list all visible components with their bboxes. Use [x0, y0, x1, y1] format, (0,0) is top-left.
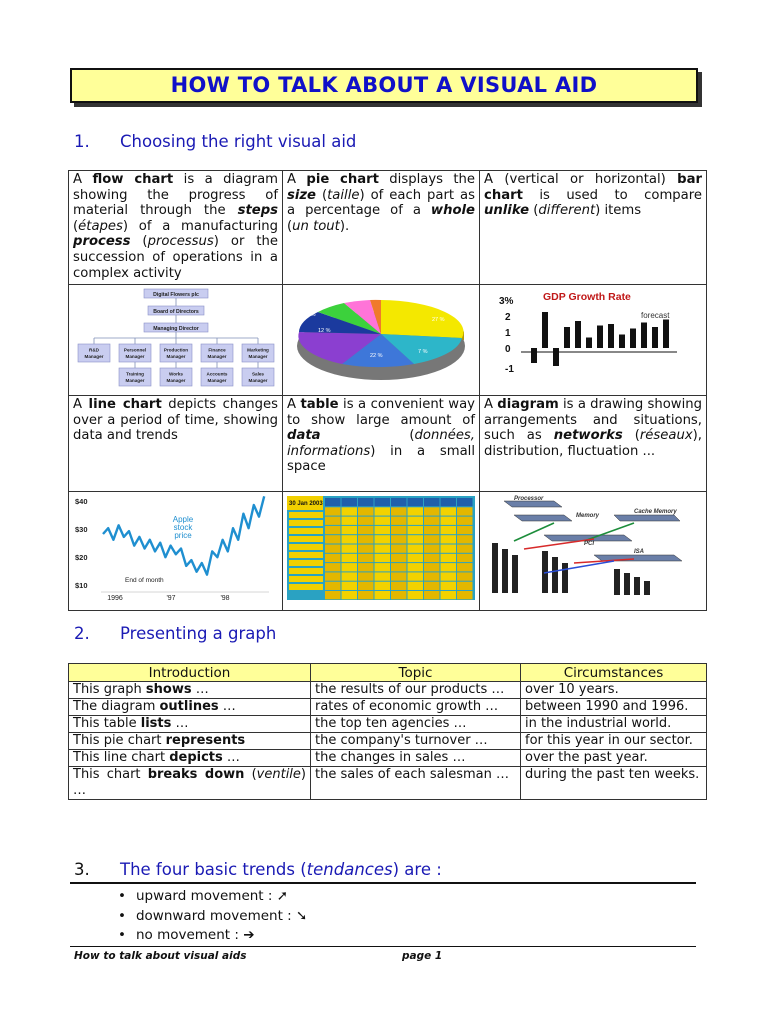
trend-item: • upward movement : ➚ — [118, 887, 307, 907]
pie-slice-label: 12 % — [318, 327, 331, 334]
table-image — [283, 492, 480, 611]
pie-slice-label: 1 % — [306, 311, 316, 318]
table-image-cell — [424, 572, 440, 580]
intro-cell: This graph shows … — [69, 682, 311, 699]
gdp-bar — [641, 322, 647, 348]
flow-manager-label: Manager — [248, 353, 267, 359]
table-image-cell — [358, 572, 374, 580]
flow-sub-label: Manager — [248, 377, 267, 383]
table-image-cell — [391, 516, 407, 524]
bar-chart-definition: A (vertical or horizontal) bar chart is used to compare unlike (different) items — [480, 171, 707, 285]
table-image-cell — [325, 535, 341, 543]
pie-slice-label: 27 % — [432, 316, 445, 323]
presenting-graph-table — [68, 663, 707, 800]
table-image-cell — [408, 572, 424, 580]
bar-y-tick: 2 — [505, 311, 511, 323]
table-image-cell — [391, 563, 407, 571]
table-image-cell — [457, 563, 473, 571]
table-image-cell — [325, 498, 341, 506]
table-image-cell — [391, 535, 407, 543]
trend-arrow-icon: ➚ — [276, 888, 289, 904]
flow-sub-label: Manager — [166, 377, 185, 383]
table-image-cell — [457, 544, 473, 552]
table-image-cell — [391, 498, 407, 506]
presenting-header: Topic — [311, 664, 521, 682]
line-legend: stock — [173, 522, 192, 532]
table-image-cell — [375, 554, 391, 562]
table-image-cell — [375, 516, 391, 524]
intro-cell: This line chart depicts … — [69, 750, 311, 767]
presenting-header: Introduction — [69, 664, 311, 682]
pie-slice-label: 8 % — [394, 294, 404, 301]
table-image-cell — [358, 498, 374, 506]
table-image-cell — [375, 591, 391, 599]
gdp-bar — [575, 321, 581, 348]
line-y-tick: $20 — [74, 552, 88, 562]
gdp-bar — [663, 319, 669, 348]
diagram-label: Processor — [514, 495, 544, 502]
presenting-row — [69, 733, 707, 750]
line-x-tick: '98 — [219, 594, 230, 602]
table-image-cell — [391, 526, 407, 534]
table-image-cell — [358, 507, 374, 515]
circumstances-cell: between 1990 and 1996. — [521, 699, 707, 716]
bar-chart-image — [480, 285, 707, 396]
footer-title: How to talk about visual aids — [74, 950, 247, 962]
flow-manager-label: Manager — [166, 353, 185, 359]
table-image-row-label — [289, 512, 323, 518]
line-legend: Apple — [172, 514, 193, 524]
table-image-cell — [424, 554, 440, 562]
table-image-cell — [408, 526, 424, 534]
table-image-cell — [424, 563, 440, 571]
table-image-cell — [358, 544, 374, 552]
pie-chart-definition: A pie chart displays the size (taille) of each part as a percentage of a whole (un tout). — [283, 171, 480, 285]
trend-list — [118, 887, 307, 946]
table-image-cell — [375, 572, 391, 580]
table-image-cell — [424, 544, 440, 552]
table-image-cell — [408, 498, 424, 506]
table-image-cell — [457, 581, 473, 589]
pie-slice-label: 22 % — [370, 352, 383, 359]
table-image-date: 30 Jan 2003 — [289, 500, 323, 507]
diagram-label: Memory — [576, 512, 600, 519]
table-image-cell — [375, 507, 391, 515]
flow-manager-label: Marketing — [246, 347, 269, 353]
line-x-tick: '97 — [165, 594, 176, 602]
table-image-cell — [457, 554, 473, 562]
table-image-cell — [457, 526, 473, 534]
presenting-row — [69, 699, 707, 716]
table-image-cell — [358, 581, 374, 589]
gdp-bar — [597, 325, 603, 348]
table-image-cell — [325, 507, 341, 515]
table-image-cell — [457, 498, 473, 506]
gdp-bar — [619, 334, 625, 348]
gdp-bar — [608, 324, 614, 348]
table-image-cell — [424, 507, 440, 515]
footer-rule — [70, 946, 696, 947]
table-image-cell — [342, 591, 358, 599]
table-image-cell — [441, 535, 457, 543]
table-image-cell — [342, 526, 358, 534]
gdp-bar — [564, 327, 570, 348]
table-image-cell — [375, 498, 391, 506]
gdp-bar — [630, 328, 636, 348]
table-image-cell — [342, 544, 358, 552]
table-image-row-label — [289, 576, 323, 582]
bar-y-tick: -1 — [505, 363, 514, 375]
table-image-cell — [342, 507, 358, 515]
table-image-row-label — [289, 560, 323, 566]
table-image-cell — [325, 554, 341, 562]
table-image-cell — [408, 563, 424, 571]
topic-cell: the results of our products … — [311, 682, 521, 699]
table-image-cell — [358, 554, 374, 562]
table-image-cell — [391, 544, 407, 552]
presenting-row — [69, 767, 707, 800]
table-image-cell — [408, 554, 424, 562]
table-image-cell — [457, 516, 473, 524]
table-image-cell — [325, 526, 341, 534]
pie-slice-label: 7 % — [418, 348, 428, 355]
table-image-row-label — [289, 520, 323, 526]
flow-top-label: Digital Flowers plc — [152, 291, 199, 298]
table-image-cell — [325, 572, 341, 580]
line-y-tick: $40 — [74, 496, 88, 506]
topic-cell: the changes in sales … — [311, 750, 521, 767]
table-image-cell — [441, 591, 457, 599]
table-image-cell — [342, 516, 358, 524]
table-image-cell — [391, 554, 407, 562]
table-image-cell — [325, 544, 341, 552]
table-image-row-label — [289, 568, 323, 574]
line-chart-image — [69, 492, 283, 611]
bar-y-tick: 0 — [505, 343, 511, 355]
section-2-heading: 2. Presenting a graph — [74, 624, 277, 643]
table-image-cell — [424, 526, 440, 534]
page-title: HOW TO TALK ABOUT A VISUAL AID — [70, 68, 698, 103]
circumstances-cell: during the past ten weeks. — [521, 767, 707, 800]
trend-arrow-icon: ➔ — [243, 927, 255, 943]
circumstances-cell: over the past year. — [521, 750, 707, 767]
line-legend: price — [173, 530, 192, 540]
table-image-cell — [408, 591, 424, 599]
gdp-bar — [652, 327, 658, 348]
table-image-cell — [408, 544, 424, 552]
line-x-tick: 1996 — [106, 594, 123, 602]
table-image-cell — [375, 563, 391, 571]
bar-y-tick: 1 — [505, 327, 511, 339]
table-image-cell — [441, 544, 457, 552]
table-image-cell — [375, 581, 391, 589]
presenting-row — [69, 682, 707, 699]
table-image-cell — [441, 581, 457, 589]
table-image-cell — [342, 498, 358, 506]
table-image-cell — [424, 535, 440, 543]
table-image-row-label — [289, 536, 323, 542]
line-chart-definition: A line chart depicts changes over a period of time, showing data and trends — [69, 396, 283, 492]
table-image-row-label — [289, 544, 323, 550]
table-image-cell — [358, 516, 374, 524]
table-image-cell — [424, 581, 440, 589]
table-image-cell — [424, 591, 440, 599]
flow-sub-label: Training — [125, 371, 144, 377]
section-3-heading: 3. The four basic trends (tendances) are : — [74, 860, 442, 879]
flow-manager-label: R&D — [88, 347, 99, 353]
table-image-cell — [375, 535, 391, 543]
table-image-cell — [375, 544, 391, 552]
topic-cell: the top ten agencies … — [311, 716, 521, 733]
table-image-cell — [391, 572, 407, 580]
table-image-cell — [375, 526, 391, 534]
table-image-cell — [391, 581, 407, 589]
presenting-row — [69, 750, 707, 767]
topic-cell: the sales of each salesman … — [311, 767, 521, 800]
pie-slice-label: 3 % — [380, 292, 390, 299]
table-image-cell — [408, 535, 424, 543]
presenting-header: Circumstances — [521, 664, 707, 682]
flow-board-label: Board of Directors — [152, 308, 199, 315]
section-3-rule — [70, 882, 696, 884]
table-image-cell — [342, 581, 358, 589]
table-image-cell — [457, 507, 473, 515]
table-image-cell — [408, 581, 424, 589]
flow-md-label: Managing Director — [152, 325, 199, 332]
flow-sub-label: Manager — [125, 377, 144, 383]
flow-manager-label: Production — [163, 347, 188, 353]
table-image-cell — [457, 535, 473, 543]
table-image-cell — [342, 535, 358, 543]
table-image-cell — [358, 535, 374, 543]
table-image-cell — [358, 526, 374, 534]
table-image-cell — [325, 591, 341, 599]
circumstances-cell: for this year in our sector. — [521, 733, 707, 750]
line-note: End of month — [124, 576, 164, 584]
table-image-cell — [457, 591, 473, 599]
flow-chart-image — [69, 285, 283, 396]
flow-manager-label: Manager — [84, 353, 103, 359]
diagram-label: ISA — [634, 548, 645, 555]
pie-chart-image — [283, 285, 480, 396]
pie-slice-label: 8 % — [358, 295, 368, 302]
table-image-cell — [358, 591, 374, 599]
flow-sub-label: Works — [168, 371, 183, 377]
gdp-bar — [542, 312, 548, 348]
trend-arrow-icon: ➘ — [296, 907, 308, 924]
network-diagram-image — [480, 492, 707, 611]
bar-forecast-label: forecast — [641, 310, 670, 320]
table-image-cell — [441, 526, 457, 534]
table-image-cell — [441, 554, 457, 562]
flow-sub-label: Sales — [251, 371, 264, 377]
table-definition: A table is a convenient way to show large amount of data (données, informations) in a small space — [283, 396, 480, 492]
gdp-bar — [531, 348, 537, 363]
flow-sub-label: Accounts — [206, 371, 227, 377]
table-image-cell — [391, 507, 407, 515]
intro-cell: This chart breaks down (ventile) … — [69, 767, 311, 800]
topic-cell: the company's turnover … — [311, 733, 521, 750]
line-y-tick: $10 — [74, 580, 88, 590]
presenting-row — [69, 716, 707, 733]
table-image-cell — [391, 591, 407, 599]
table-image-cell — [325, 563, 341, 571]
table-image-row-label — [289, 584, 323, 590]
table-image-row-label — [289, 552, 323, 558]
table-image-cell — [325, 581, 341, 589]
footer-page: page 1 — [402, 950, 443, 962]
line-y-tick: $30 — [74, 524, 88, 534]
gdp-bar — [586, 337, 592, 348]
table-image-cell — [424, 516, 440, 524]
table-image-cell — [441, 563, 457, 571]
flow-manager-label: Finance — [207, 347, 226, 353]
bar-y-tick: 3% — [499, 295, 514, 307]
gdp-bar — [553, 348, 559, 366]
table-image-cell — [408, 507, 424, 515]
bar-chart-title: GDP Growth Rate — [543, 290, 631, 303]
intro-cell: This table lists … — [69, 716, 311, 733]
flow-manager-label: Personnel — [123, 347, 146, 353]
flow-manager-label: Manager — [125, 353, 144, 359]
flow-chart-definition: A flow chart is a diagram showing the progress of material through the steps (étapes) of a manufacturing process (processus) or the succession of operations in a complex activity — [69, 171, 283, 285]
diagram-label: PCI — [584, 540, 595, 547]
trend-item: • downward movement : ➘ — [118, 907, 307, 927]
table-image-cell — [325, 516, 341, 524]
diagram-label: Cache Memory — [634, 508, 677, 515]
flow-sub-label: Manager — [207, 377, 226, 383]
topic-cell: rates of economic growth … — [311, 699, 521, 716]
intro-cell: The diagram outlines … — [69, 699, 311, 716]
table-image-cell — [424, 498, 440, 506]
table-image-row-label — [289, 528, 323, 534]
table-image-cell — [441, 572, 457, 580]
flow-manager-label: Manager — [207, 353, 226, 359]
trend-item: • no movement : ➔ — [118, 926, 307, 946]
diagram-definition: A diagram is a drawing showing arrangements and situations, such as networks (réseaux), distribution, fluctuation ... — [480, 396, 707, 492]
table-image-cell — [441, 507, 457, 515]
section-1-heading: 1. Choosing the right visual aid — [74, 132, 357, 151]
table-image-cell — [457, 572, 473, 580]
visual-aids-grid — [68, 170, 707, 611]
table-image-cell — [342, 563, 358, 571]
table-image-cell — [342, 554, 358, 562]
circumstances-cell: over 10 years. — [521, 682, 707, 699]
intro-cell: This pie chart represents — [69, 733, 311, 750]
table-image-cell — [441, 516, 457, 524]
table-image-cell — [408, 516, 424, 524]
table-image-cell — [441, 498, 457, 506]
circumstances-cell: in the industrial world. — [521, 716, 707, 733]
table-image-cell — [358, 563, 374, 571]
table-image-cell — [342, 572, 358, 580]
